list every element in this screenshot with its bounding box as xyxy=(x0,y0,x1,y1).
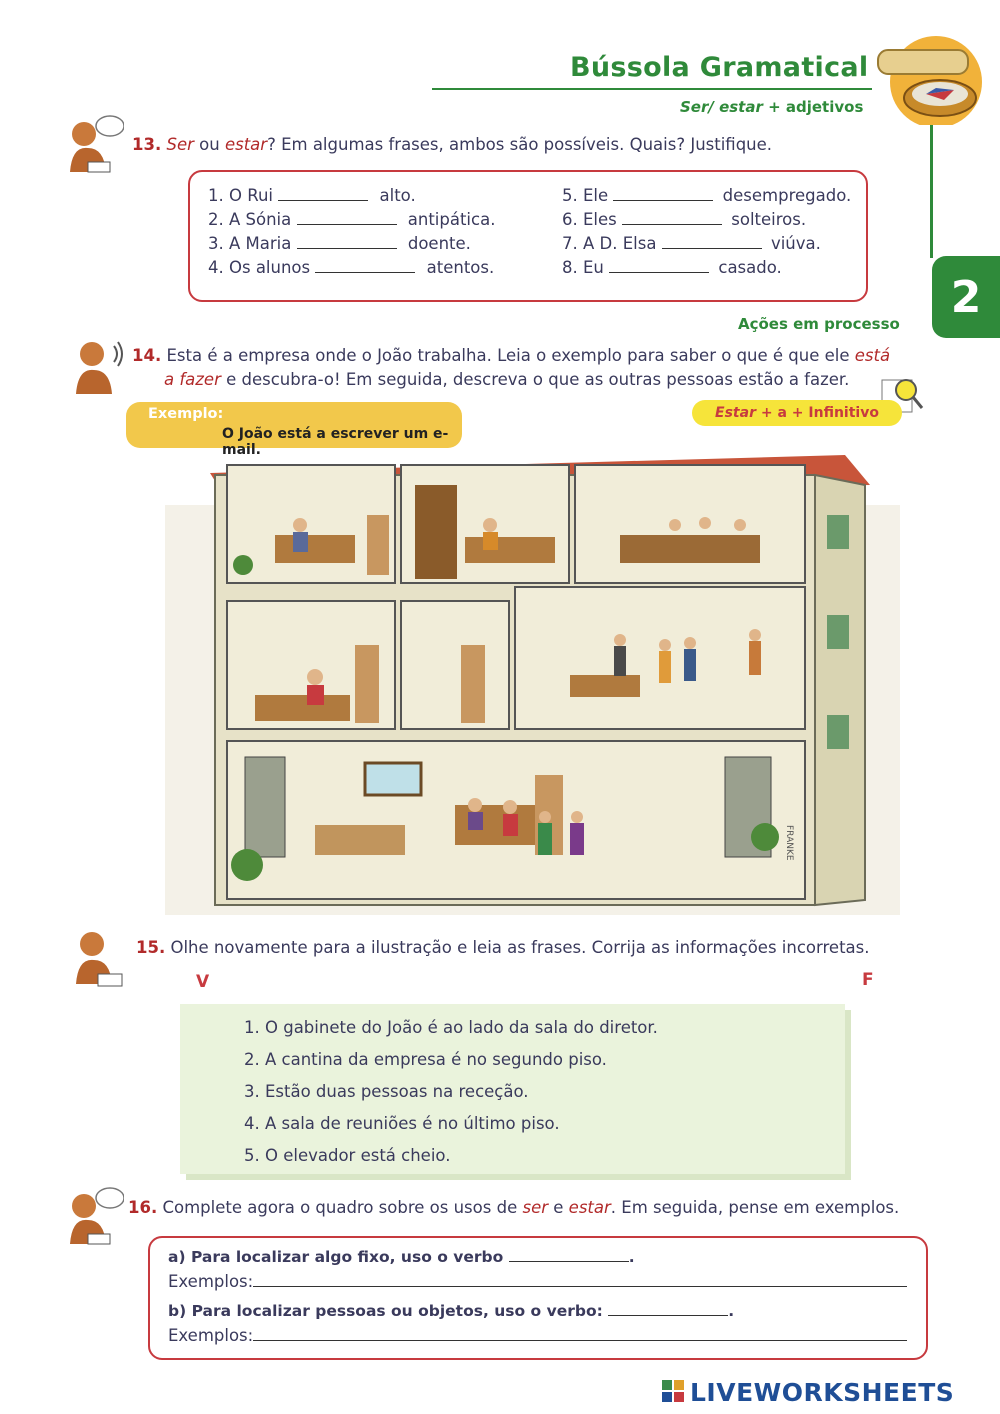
ex13-item-7: 7. A D. Elsa viúva. xyxy=(562,234,821,253)
statement-4: 4. A sala de reuniões é no último piso. xyxy=(244,1114,560,1133)
side-rule xyxy=(930,108,933,258)
liveworksheets-logo-icon xyxy=(662,1380,686,1404)
compass-icon xyxy=(870,30,992,125)
page-subtitle: Ser/ estar + adjetivos xyxy=(680,98,864,116)
answer-blank[interactable] xyxy=(613,200,713,201)
answer-blank[interactable] xyxy=(662,248,762,249)
verb-blank[interactable] xyxy=(509,1261,629,1262)
answer-blank[interactable] xyxy=(622,224,722,225)
ex16-examples-b: Exemplos: xyxy=(168,1326,907,1345)
ex16-item-a: a) Para localizar algo fixo, uso o verbo . xyxy=(168,1248,635,1266)
ex13-item-5: 5. Ele desempregado. xyxy=(562,186,852,205)
statement-2: 2. A cantina da empresa é no segundo piso. xyxy=(244,1050,607,1069)
chapter-tab: 2 xyxy=(932,256,1000,338)
ex15-statements-box xyxy=(180,1004,845,1174)
ex13-item-3: 3. A Maria doente. xyxy=(208,234,471,253)
false-column-label: F xyxy=(862,970,874,990)
section-label-acoes: Ações em processo xyxy=(738,315,900,333)
page-title: Bússola Gramatical xyxy=(570,52,869,83)
example-box: Exemplo: O João está a escrever um e-mail. xyxy=(126,402,462,448)
answer-blank[interactable] xyxy=(297,224,397,225)
answer-blank[interactable] xyxy=(609,272,709,273)
ex13-instruction: 13. Ser ou estar? Em algumas frases, ambos são possíveis. Quais? Justifique. xyxy=(132,135,773,154)
answer-blank[interactable] xyxy=(297,248,397,249)
illustration-signature: FRANKE xyxy=(784,825,794,861)
statement-3: 3. Estão duas pessoas na receção. xyxy=(244,1082,529,1101)
ex13-box xyxy=(188,170,868,302)
statement-5: 5. O elevador está cheio. xyxy=(244,1146,451,1165)
ex16-box xyxy=(148,1236,928,1360)
ex13-item-8: 8. Eu casado. xyxy=(562,258,782,277)
footer-brand[interactable]: LIVEWORKSHEETS xyxy=(690,1378,955,1407)
thinking-student-icon xyxy=(66,112,124,174)
ex13-item-4: 4. Os alunos atentos. xyxy=(208,258,495,277)
true-column-label: V xyxy=(196,972,210,992)
examples-blank[interactable] xyxy=(253,1286,907,1287)
ex13-item-6: 6. Eles solteiros. xyxy=(562,210,807,229)
verb-blank[interactable] xyxy=(608,1315,728,1316)
reading-student-icon xyxy=(70,928,128,990)
ex16-item-b: b) Para localizar pessoas ou objetos, uso o verbo: . xyxy=(168,1302,735,1320)
ex16-examples-a: Exemplos: xyxy=(168,1272,907,1291)
title-rule xyxy=(432,88,872,90)
grammar-rule-badge: Estar + a + Infinitivo xyxy=(692,400,902,426)
office-building-illustration xyxy=(165,445,900,915)
answer-blank[interactable] xyxy=(315,272,415,273)
answer-blank[interactable] xyxy=(278,200,368,201)
ex14-instruction: 14. Esta é a empresa onde o João trabalha. Leia o exemplo para saber o que é que ele está a fazer e descubra-o! Em seguida, descreva o que as outras pessoas estão a fazer. xyxy=(132,346,891,389)
thinking-student-icon xyxy=(66,1184,124,1246)
ex13-item-1: 1. O Rui alto. xyxy=(208,186,416,205)
statement-1: 1. O gabinete do João é ao lado da sala do diretor. xyxy=(244,1018,658,1037)
speaking-student-icon xyxy=(70,338,128,400)
ex15-instruction: 15. Olhe novamente para a ilustração e leia as frases. Corrija as informações incorretas. xyxy=(136,938,870,957)
ex13-item-2: 2. A Sónia antipática. xyxy=(208,210,496,229)
ex16-instruction: 16. Complete agora o quadro sobre os usos de ser e estar. Em seguida, pense em exemplos. xyxy=(128,1198,900,1217)
examples-blank[interactable] xyxy=(253,1340,907,1341)
